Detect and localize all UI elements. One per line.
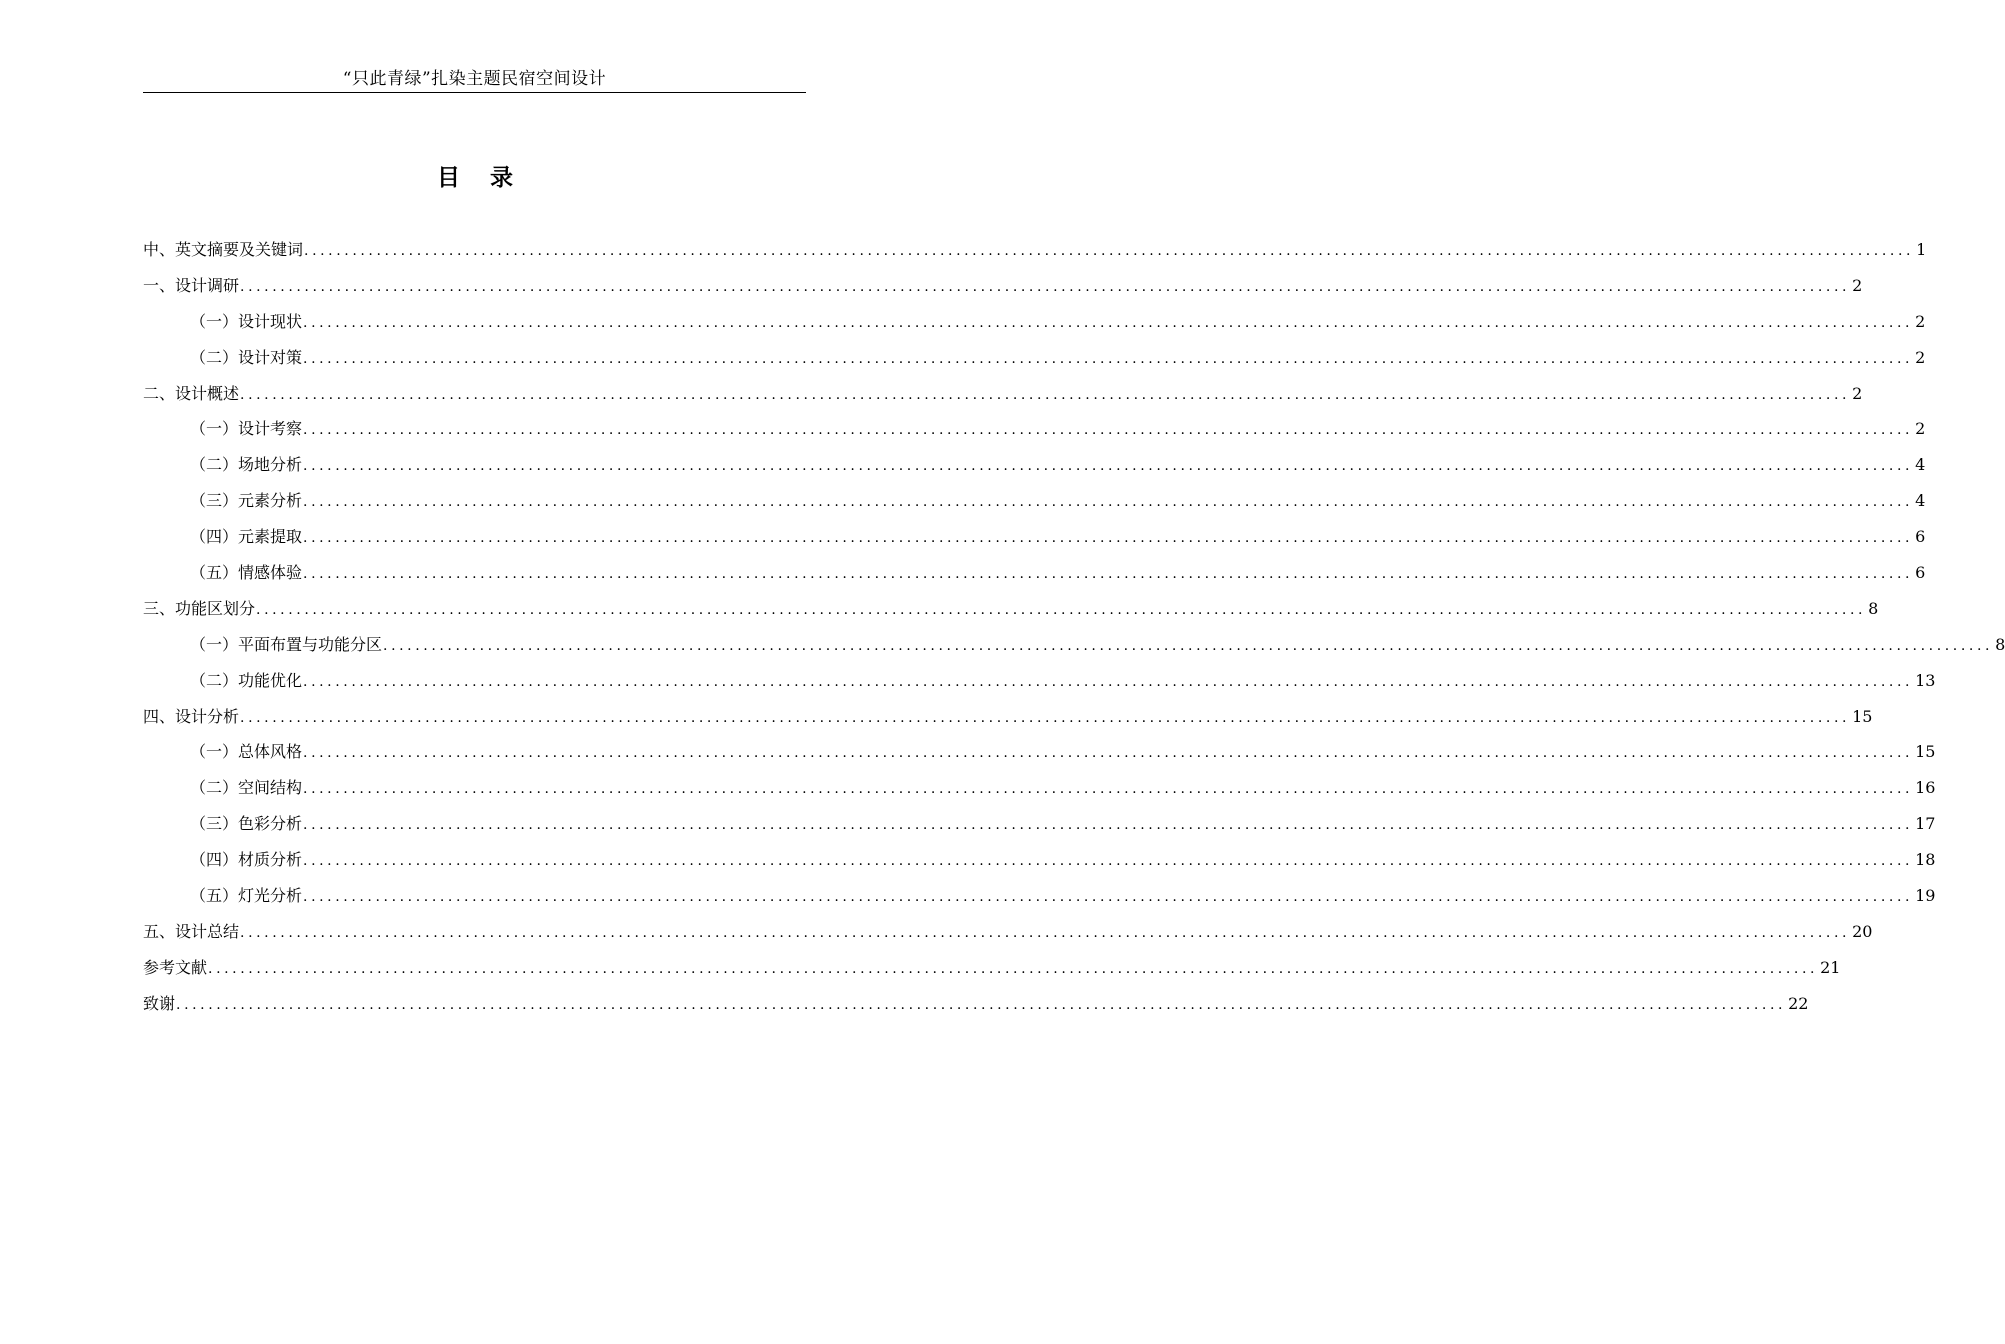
- toc-entry-page: 17: [1915, 814, 1936, 834]
- toc-entry[interactable]: [143, 555, 1926, 591]
- toc-dot-leader: ........................................................................................................................................................................................................: [303, 781, 1914, 798]
- toc-entry-label: （一）总体风格: [190, 742, 303, 762]
- toc-dot-leader: ........................................................................................................................................................................................................: [240, 386, 1851, 403]
- toc-entry[interactable]: [143, 699, 1873, 735]
- toc-dot-leader: ........................................................................................................................................................................................................: [303, 673, 1914, 690]
- toc-dot-leader: ........................................................................................................................................................................................................: [176, 996, 1787, 1013]
- toc-entry-page: 20: [1852, 921, 1873, 941]
- toc-dot-leader: ........................................................................................................................................................................................................: [256, 601, 1867, 618]
- page-header: [143, 66, 806, 93]
- toc-entry-label: （一）平面布置与功能分区: [190, 634, 383, 654]
- toc-entry[interactable]: [143, 806, 1936, 842]
- toc-dot-leader: ........................................................................................................................................................................................................: [303, 494, 1914, 511]
- toc-entry-page: 6: [1915, 527, 1926, 547]
- toc-dot-leader: ........................................................................................................................................................................................................: [303, 853, 1914, 870]
- toc-entry[interactable]: [143, 842, 1936, 878]
- toc-entry-label: 一、设计调研: [143, 275, 240, 295]
- toc-dot-leader: ........................................................................................................................................................................................................: [303, 530, 1914, 547]
- toc-entry-label: （五）情感体验: [190, 563, 303, 583]
- toc-entry[interactable]: [143, 627, 2005, 663]
- toc-dot-leader: ........................................................................................................................................................................................................: [303, 422, 1914, 439]
- toc-entry-label: （三）色彩分析: [190, 814, 303, 834]
- toc-entry[interactable]: [143, 519, 1926, 555]
- toc-dot-leader: ........................................................................................................................................................................................................: [303, 566, 1914, 583]
- toc-entry-page: 4: [1915, 491, 1926, 511]
- toc-entry-page: 22: [1788, 993, 1809, 1013]
- toc-entry[interactable]: [143, 376, 1863, 412]
- toc-dot-leader: ........................................................................................................................................................................................................: [304, 243, 1915, 259]
- toc-entry[interactable]: [143, 411, 1926, 447]
- header-title: “只此青绿”扎染主题民宿空间设计: [342, 69, 607, 89]
- toc-dot-leader: ........................................................................................................................................................................................................: [208, 960, 1819, 977]
- toc-entry-page: 2: [1915, 419, 1926, 439]
- toc-entry-label: （五）灯光分析: [190, 886, 303, 906]
- toc-dot-leader: ........................................................................................................................................................................................................: [240, 924, 1851, 941]
- toc-entry-page: 18: [1915, 850, 1936, 870]
- toc-entry[interactable]: [143, 663, 1936, 699]
- toc-entry-label: 中、英文摘要及关键词: [143, 240, 304, 259]
- toc-entry[interactable]: [143, 304, 1926, 340]
- toc-entry-page: 16: [1915, 778, 1936, 798]
- toc-dot-leader: ........................................................................................................................................................................................................: [240, 709, 1851, 726]
- toc-entry-label: （二）设计对策: [190, 347, 303, 367]
- toc-entry-page: 2: [1915, 311, 1926, 331]
- toc-entry[interactable]: [143, 914, 1873, 950]
- toc-entry-page: 8: [1868, 598, 1879, 618]
- toc-entry[interactable]: [143, 268, 1863, 304]
- toc-dot-leader: ........................................................................................................................................................................................................: [240, 278, 1851, 295]
- toc-entry[interactable]: [143, 483, 1926, 519]
- toc-entry-label: （一）设计考察: [190, 419, 303, 439]
- toc-entry-label: 二、设计概述: [143, 383, 240, 403]
- table-of-contents: [143, 232, 2005, 1022]
- toc-dot-leader: ........................................................................................................................................................................................................: [303, 889, 1914, 906]
- toc-entry[interactable]: [143, 986, 1809, 1022]
- toc-entry-label: 五、设计总结: [143, 921, 240, 941]
- toc-entry-page: 2: [1852, 383, 1863, 403]
- toc-entry-label: 四、设计分析: [143, 706, 240, 726]
- toc-dot-leader: ........................................................................................................................................................................................................: [303, 745, 1914, 762]
- toc-entry-label: （二）空间结构: [190, 778, 303, 798]
- toc-entry-label: （二）场地分析: [190, 455, 303, 475]
- toc-dot-leader: ........................................................................................................................................................................................................: [303, 314, 1914, 331]
- toc-entry-label: 三、功能区划分: [143, 598, 256, 618]
- toc-entry-label: （四）材质分析: [190, 850, 303, 870]
- toc-entry-label: 参考文献: [143, 957, 208, 977]
- toc-entry-page: 8: [1995, 634, 2005, 654]
- toc-entry-label: （三）元素分析: [190, 491, 303, 511]
- toc-entry-page: 15: [1915, 742, 1936, 762]
- toc-entry-page: 6: [1915, 563, 1926, 583]
- toc-entry[interactable]: [143, 232, 1927, 268]
- toc-entry-label: 致谢: [143, 993, 176, 1013]
- toc-entry[interactable]: [143, 340, 1926, 376]
- toc-entry-page: 21: [1820, 957, 1841, 977]
- toc-entry[interactable]: [143, 878, 1936, 914]
- toc-entry-page: 19: [1915, 886, 1936, 906]
- page-title: 目录: [437, 164, 543, 191]
- toc-entry-page: 4: [1915, 455, 1926, 475]
- toc-entry-page: 2: [1915, 347, 1926, 367]
- toc-entry-page: 15: [1852, 706, 1873, 726]
- toc-entry-label: （二）功能优化: [190, 670, 303, 690]
- toc-dot-leader: ........................................................................................................................................................................................................: [383, 637, 1994, 654]
- toc-entry-page: 2: [1852, 275, 1863, 295]
- toc-entry-page: 13: [1915, 670, 1936, 690]
- toc-entry[interactable]: [143, 591, 1879, 627]
- toc-dot-leader: ........................................................................................................................................................................................................: [303, 458, 1914, 475]
- toc-dot-leader: ........................................................................................................................................................................................................: [303, 350, 1914, 367]
- toc-entry-page: 1: [1916, 240, 1927, 259]
- toc-entry[interactable]: [143, 734, 1936, 770]
- toc-entry[interactable]: [143, 950, 1841, 986]
- toc-entry[interactable]: [143, 770, 1936, 806]
- toc-entry-label: （四）元素提取: [190, 527, 303, 547]
- toc-entry-label: （一）设计现状: [190, 311, 303, 331]
- toc-dot-leader: ........................................................................................................................................................................................................: [303, 817, 1914, 834]
- toc-entry[interactable]: [143, 447, 1926, 483]
